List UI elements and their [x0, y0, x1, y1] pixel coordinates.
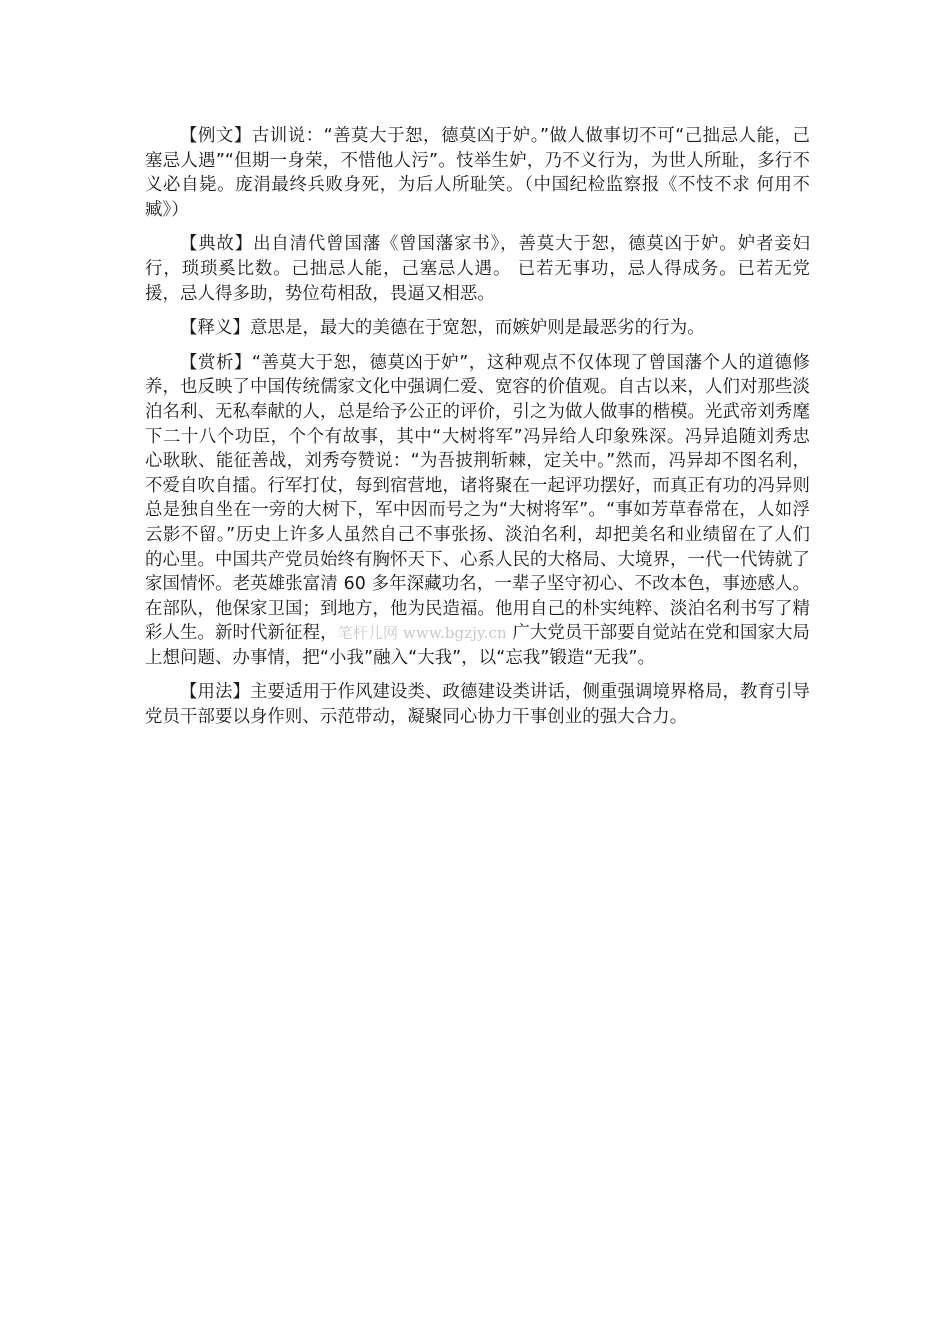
- analysis-tag: 【赏析】: [180, 352, 252, 373]
- document-body: [145, 124, 810, 740]
- analysis-text-after: 广大党员干部要自觉站在党和国家大局上想问题、办事情，把“小我”融入“大我”，以“忘我”锻造“无我”。: [145, 623, 810, 668]
- meaning-text: 意思是，最大的美德在于宽恕，而嫉妒则是最恶劣的行为。: [249, 318, 705, 339]
- analysis-text-before: “善莫大于恕，德莫凶于妒”，这种观点不仅体现了曾国藩个人的道德修养，也反映了中国传统儒家文化中强调仁爱、宽容的价值观。自古以来，人们对那些淡泊名利、无私奉献的人，总是给予公正的评价，引之为做人做事的楷模。光武帝刘秀麾下二十八个功臣，个个有故事，其中“大树将军”冯异给人印象殊深。冯异追随刘秀忠心耿耿、能征善战，刘秀夸赞说：“为吾披荆斩棘，定关中。”然而，冯异却不图名利，不爱自吹自擂。行军打仗，每到宿营地，诸将聚在一起评功摆好，而真正有功的冯异则总是独自坐在一旁的大树下，军中因而号之为“大树将军”。“事如芳草春常在，人如浮云影不留。”历史上许多人虽然自己不事张扬、淡泊名利，却把美名和业绩留在了人们的心里。中国共产党员始终有胸怀天下、心系人民的大格局、大境界，一代一代铸就了家国情怀。老英雄张富清 60 多年深藏功名，一辈子坚守初心、不改本色，事迹感人。在部队，他保家卫国；到地方，他为民造福。他用自己的朴实纯粹、淡泊名利书写了精彩人生。新时代新征程，: [145, 352, 810, 644]
- example-paragraph: [145, 124, 810, 222]
- meaning-paragraph: [145, 316, 810, 341]
- watermark: 笔杆儿网 www.bgzjy.cn: [337, 624, 507, 643]
- usage-tag: 【用法】: [180, 682, 251, 703]
- example-text: 古训说：“善莫大于恕，德莫凶于妒。”做人做事切不可“己拙忌人能，己塞忌人遇”“但期一身荣，不惜他人污”。忮举生妒，乃不义行为，为世人所耻，多行不义必自毙。庞涓最终兵败身死，为后人所耻笑。（中国纪检监察报《不忮不求 何用不臧》）: [145, 126, 810, 220]
- source-tag: 【典故】: [180, 234, 254, 255]
- usage-text: 主要适用于作风建设类、政德建设类讲话，侧重强调境界格局，教育引导党员干部要以身作则、示范带动，凝聚同心协力干事创业的强大合力。: [145, 682, 811, 728]
- example-tag: 【例文】: [180, 126, 252, 146]
- source-paragraph: [145, 232, 810, 306]
- analysis-paragraph: [145, 351, 810, 671]
- source-text: 出自清代曾国藩《曾国藩家书》，善莫大于恕，德莫凶于妒。妒者妾妇行，琐琐奚比数。己拙忌人能，己塞忌人遇。 已若无事功，忌人得成务。已若无党援，忌人得多助，势位苟相敌，畏逼又相恶。: [145, 234, 811, 304]
- usage-paragraph: [145, 680, 810, 729]
- meaning-tag: 【释义】: [180, 318, 250, 339]
